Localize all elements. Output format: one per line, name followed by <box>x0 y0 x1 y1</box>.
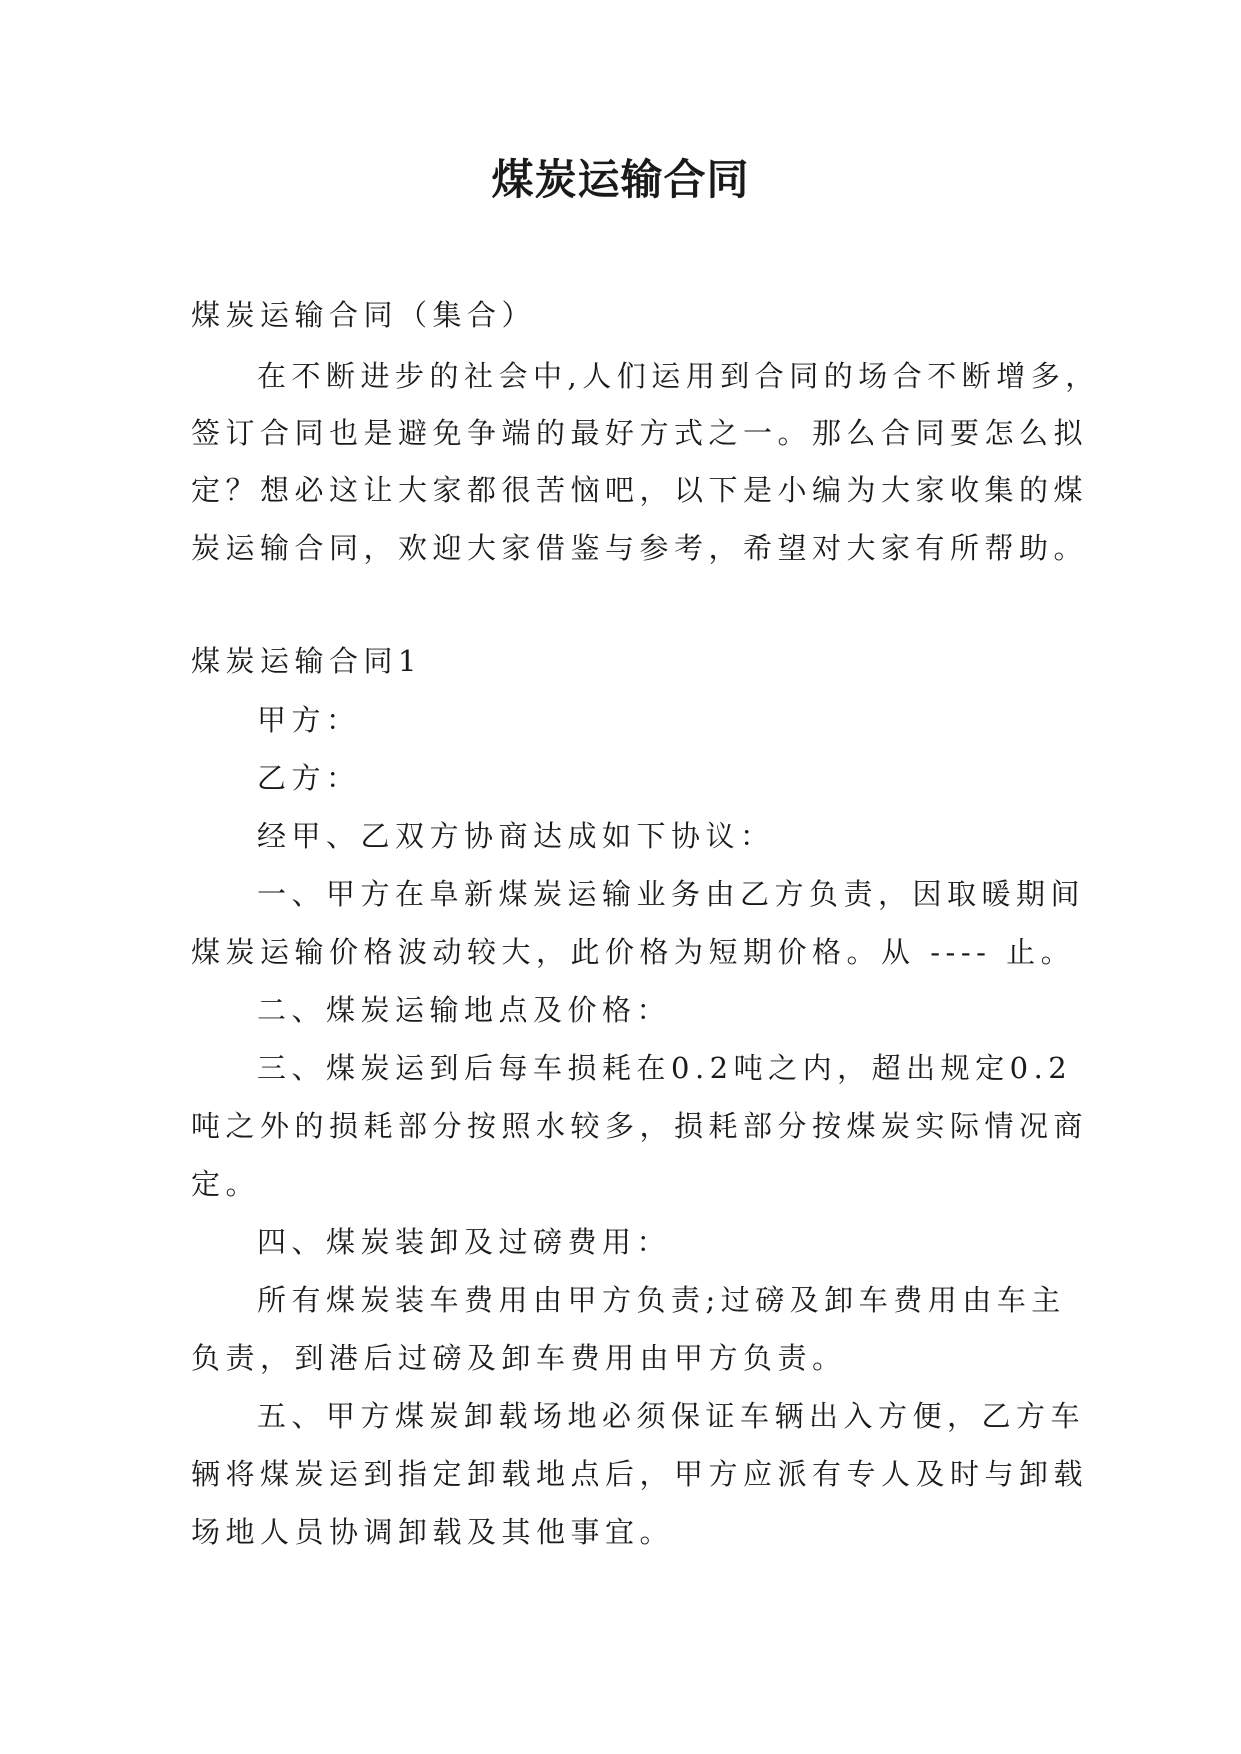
paragraph-line: 定？想必这让大家都很苦恼吧，以下是小编为大家收集的煤 <box>191 473 1089 507</box>
paragraph-line: 炭运输合同，欢迎大家借鉴与参考，希望对大家有所帮助。 <box>191 531 1089 565</box>
clause-line: 吨之外的损耗部分按照水较多，损耗部分按煤炭实际情况商 <box>191 1109 1089 1143</box>
clause-line: 五、甲方煤炭卸载场地必须保证车辆出入方便，乙方车 <box>257 1399 1086 1433</box>
subtitle-line: 煤炭运输合同（集合） <box>191 298 537 332</box>
clause-line: 四、煤炭装卸及过磅费用： <box>257 1225 672 1259</box>
clause-line: 一、甲方在阜新煤炭运输业务由乙方负责，因取暖期间 <box>257 877 1086 911</box>
clause-line: 二、煤炭运输地点及价格： <box>257 993 672 1027</box>
clause-line: 煤炭运输价格波动较大，此价格为短期价格。从 ---- 止。 <box>191 935 1076 969</box>
clause-line: 所有煤炭装车费用由甲方负责;过磅及卸车费用由车主 <box>257 1283 1066 1317</box>
clause-line: 三、煤炭运到后每车损耗在0.2吨之内，超出规定0.2 <box>257 1051 1073 1085</box>
clause-line: 定。 <box>191 1167 261 1201</box>
clause-line: 负责，到港后过磅及卸车费用由甲方负责。 <box>191 1341 847 1375</box>
document-title: 煤炭运输合同 <box>491 155 750 204</box>
paragraph-line: 在不断进步的社会中,人们运用到合同的场合不断增多， <box>257 359 1100 393</box>
paragraph-line: 签订合同也是避免争端的最好方式之一。那么合同要怎么拟 <box>191 416 1089 450</box>
clause-line: 场地人员协调卸载及其他事宜。 <box>191 1515 675 1549</box>
section-heading: 煤炭运输合同1 <box>191 644 422 678</box>
paragraph-line: 经甲、乙双方协商达成如下协议： <box>257 819 775 853</box>
party-b-line: 乙方： <box>257 761 361 795</box>
party-a-line: 甲方： <box>257 703 361 737</box>
clause-line: 辆将煤炭运到指定卸载地点后，甲方应派有专人及时与卸载 <box>191 1457 1089 1491</box>
